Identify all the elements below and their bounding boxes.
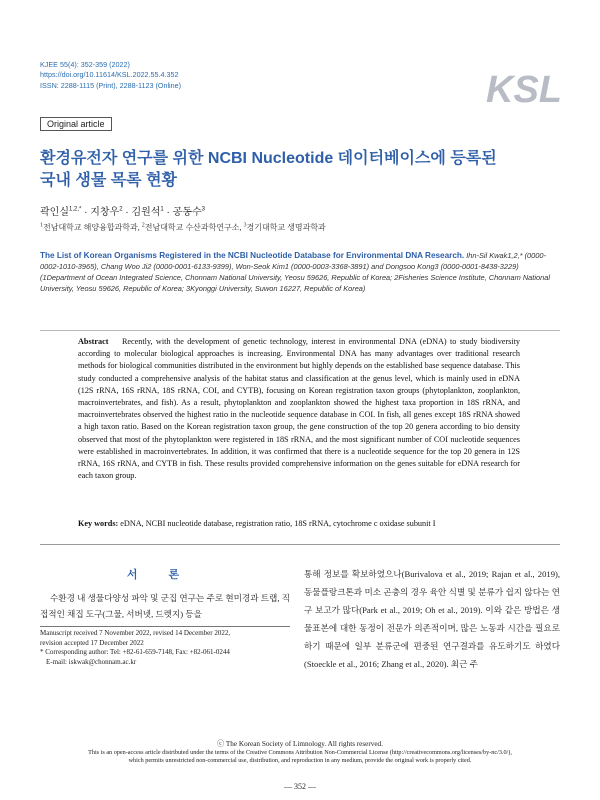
- divider: [40, 544, 560, 545]
- body-left-column: [40, 590, 290, 622]
- note-received: Manuscript received 7 November 2022, revised 14 December 2022,: [40, 629, 231, 637]
- body-right-column: [304, 565, 560, 673]
- footnote-divider: [40, 626, 290, 627]
- affil-2: 전남대학교 수산과학연구소,: [144, 223, 244, 232]
- author-2: 지창우: [90, 207, 120, 218]
- body-paragraph: 통해 정보를 확보하였으나(Burivalova et al., 2019; Rajan et al., 2019), 동물플랑크톤과 미소 곤충의 경우 육안 식별 및 분류가 쉽지 않다는 연구 보고가 많다(Park et al., 2019; Oh et al., 2019). 이와 같은 방법은 생물표본에 대한 동정이 전문가 의존적이며, 많은 노동과 시간을 필요로 하기 때문에 일부 분류군에 편중된 연구결과를 유도하기도 하였다(Stoeckle et al., 2016; Zhang et al., 2020). 최근 주: [304, 569, 560, 669]
- issn-text: ISSN: 2288-1115 (Print), 2288-1123 (Online): [40, 80, 182, 90]
- page-number: — 352 —: [284, 782, 316, 791]
- abstract-text: Recently, with the development of genetic technology, interest in environmental DNA (eDNA) to study biodiversity according to molecular biological approaches is increasing. Environmental DNA has many advantages over traditional research methods for biological communities distributed in the environment but highly depends on the established base sequence database. This study conducted a comprehensive analysis of the habitat status and classification at the genus level, which is mainly used in eDNA (12S rRNA, 16S rRNA, 18S rRNA, COI, and CYTB), focusing on Korean registration taxon groups (phytoplankton, zooplankton, macroinvertebrates, and fish). As a result, phytoplankton and zooplankton showed the highest taxa proportion in 18S rRNA, and macroinvertebrates observed the highest ratio in the nucleotide sequence database in COI. In fish, all genes except 18S rRNA showed a high taxon ratio. Based on the Korean registration taxon group, the gene construction of the top 20 genera according to bio density observed that most of the phytoplankton were registered in 18S rRNA, and the most significant number of COI nucleotide sequences were established in macroinvertebrates. In addition, it was confirmed that there is a nucleotide sequence for the top 20 genera in 12S rRNA, 16S rRNA, and CYTB in fish. These results provided comprehensive information on the genes suitable for eDNA research for each taxon group.: [78, 337, 520, 481]
- author-sep: ·: [81, 207, 91, 218]
- note-corresponding: * Corresponding author: Tel: +82-61-659-7148, Fax: +82-061-0244: [40, 648, 230, 657]
- doi-link[interactable]: https://doi.org/10.11614/KSL.2022.55.4.352: [40, 70, 179, 80]
- english-title: The List of Korean Organisms Registered in the NCBI Nucleotide Database for Environmental DNA Research.: [40, 251, 465, 260]
- abstract-label: Abstract: [78, 337, 109, 346]
- license-footer: [40, 740, 560, 766]
- affil-3-sup: 3: [243, 222, 247, 229]
- author-4: 공동수: [172, 207, 202, 218]
- english-authors-affiliations: Ihn-Sil Kwak1,2,* (0000-0002-1010-3965), Chang Woo Ji2 (0000-0001-6133-9399), Won-Seok Kim1 (0000-0003-3368-3891) and Dongsoo Kong3 (0000-0001-8438-3229) (1Department of Ocean Integrated Science, Chonnam National University, Yeosu 59626, Republic of Korea; 2Fisheries Science Institute, Chonnam National University, Yeosu 59626, Republic of Korea; 3Kyonggi University, Suwon 16227, Republic of Korea): [40, 251, 550, 293]
- article-type-label: Original article: [40, 117, 112, 131]
- journal-header: [40, 60, 181, 91]
- title-line-2: 국내 생물 목록 현황: [40, 172, 177, 189]
- author-sep: ·: [163, 207, 173, 218]
- author-4-sup: 3: [201, 206, 205, 213]
- body-paragraph: 수환경 내 생물다양성 파악 및 군집 연구는 주로 현미경과 트랩, 직접적인 채집 도구(그물, 서버넷, 드렛지) 등을: [40, 593, 290, 619]
- keywords-label: Key words:: [78, 519, 119, 528]
- abstract: [78, 336, 520, 482]
- authors-korean: [40, 203, 205, 218]
- affiliations-korean: [40, 222, 326, 233]
- author-1: 곽인실: [40, 207, 69, 218]
- divider: [40, 330, 560, 331]
- note-email: E-mail: iskwak@chonnam.ac.kr: [46, 657, 137, 666]
- affil-1-sup: 1: [40, 222, 43, 229]
- manuscript-notes: [40, 629, 290, 667]
- author-3-sup: 1: [160, 206, 164, 213]
- logo-text: KSL: [486, 69, 562, 110]
- note-accepted: revision accepted 17 December 2022: [40, 638, 144, 647]
- author-3: 김원석: [131, 207, 161, 218]
- ksl-logo: [484, 64, 564, 110]
- paper-title: [40, 148, 540, 192]
- keywords: [78, 519, 520, 528]
- affil-1: 전남대학교 해양융합과학과,: [43, 223, 142, 232]
- copyright-text: ⓒ The Korean Society of Limnology. All rights reserved.: [217, 740, 383, 748]
- license-text-1: This is an open-access article distributed under the terms of the Creative Commons Attribution Non-Commercial License (http://creativecommons.org/licenses/by-nc/3.0/),: [88, 748, 512, 756]
- author-sep: ·: [122, 207, 132, 218]
- author-2-sup: 2: [119, 206, 123, 213]
- keywords-text: eDNA, NCBI nucleotide database, registration ratio, 18S rRNA, cytochrome c oxidase subunit I: [120, 519, 436, 528]
- author-1-sup: 1,2,*: [68, 206, 82, 213]
- english-title-block: [40, 250, 560, 294]
- section-heading-introduction: 서 론: [126, 569, 194, 581]
- journal-citation: KJEE 55(4): 352-359 (2022): [40, 60, 130, 69]
- affil-3: 경기대학교 생명과학과: [246, 223, 326, 232]
- affil-2-sup: 2: [141, 222, 145, 229]
- license-text-2: which permits unrestricted non-commercial use, distribution, and reproduction in any medium, provide the original work is properly cited.: [128, 757, 472, 765]
- title-line-1: 환경유전자 연구를 위한 NCBI Nucleotide 데이터베이스에 등록된: [40, 150, 497, 167]
